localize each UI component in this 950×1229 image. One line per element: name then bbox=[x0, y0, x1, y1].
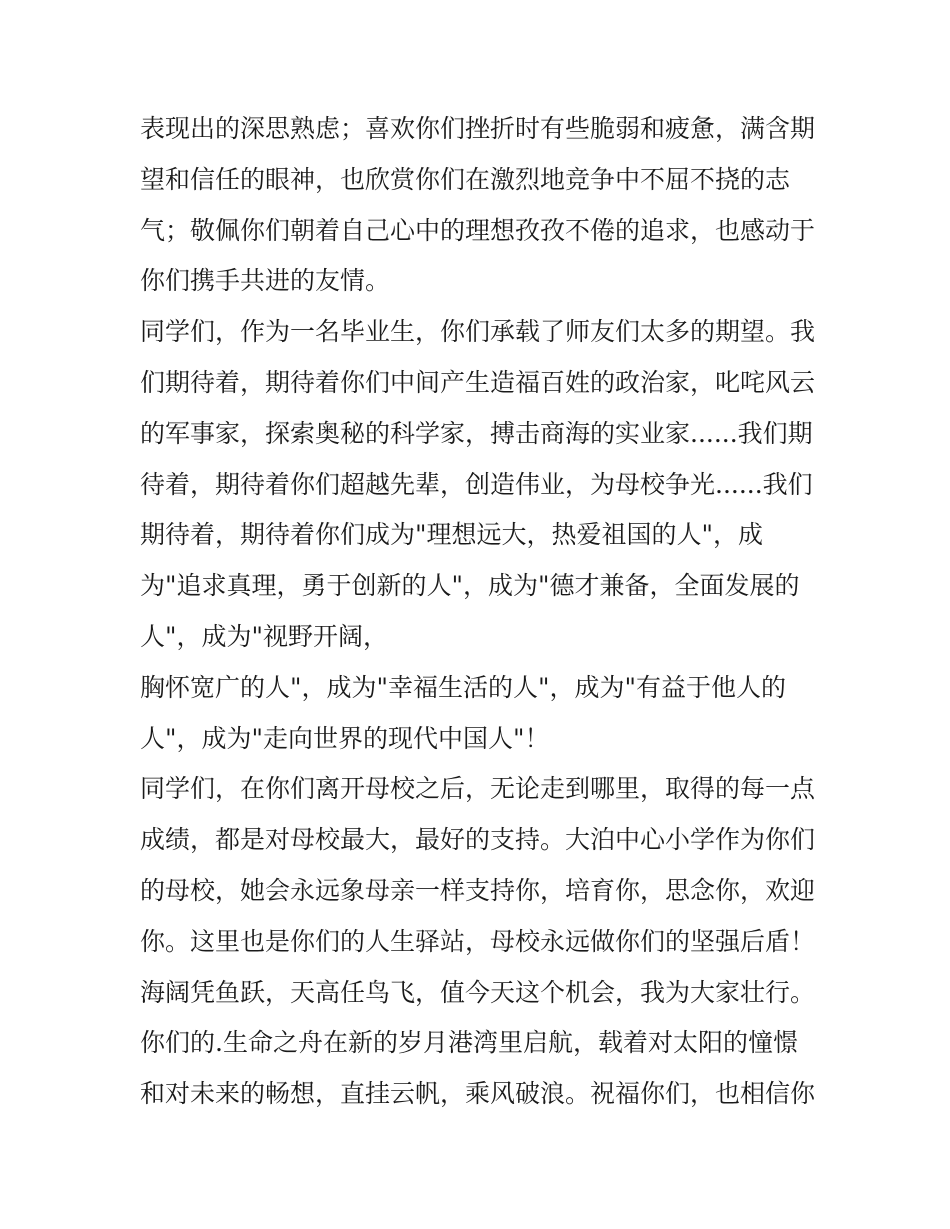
text-line: 表现出的深思熟虑；喜欢你们挫折时有些脆弱和疲惫，满含期 bbox=[140, 114, 816, 143]
text-line: 期待着，期待着你们成为"理想远大，热爱祖国的人"，成 bbox=[140, 520, 764, 550]
text-line: 你。这里也是你们的人生驿站，母校永远做你们的坚强后盾！ bbox=[140, 926, 816, 956]
text-line: 海阔凭鱼跃，天高任鸟飞，值今天这个机会，我为大家壮行。 bbox=[140, 977, 816, 1007]
body-text bbox=[140, 104, 820, 1120]
text-line: 同学们，作为一名毕业生，你们承载了师友们太多的期望。我 bbox=[140, 317, 816, 347]
text-line: 们期待着，期待着你们中间产生造福百姓的政治家，叱咤风云 bbox=[140, 367, 816, 397]
text-line: 你们的.生命之舟在新的岁月港湾里启航，载着对太阳的憧憬 bbox=[140, 1028, 798, 1058]
text-line: 气；敬佩你们朝着自己心中的理想孜孜不倦的追求，也感动于 bbox=[140, 215, 816, 245]
text-line: 胸怀宽广的人"，成为"幸福生活的人"，成为"有益于他人的 bbox=[140, 672, 786, 702]
text-line: 的母校，她会永远象母亲一样支持你，培育你，思念你，欢迎 bbox=[140, 875, 816, 905]
text-line: 和对未来的畅想，直挂云帆，乘风破浪。祝福你们，也相信你 bbox=[140, 1079, 816, 1109]
text-line: 人"，成为"走向世界的现代中国人"！ bbox=[140, 723, 550, 753]
text-line: 待着，期待着你们超越先辈，创造伟业，为母校争光......我们 bbox=[140, 469, 813, 499]
text-line: 人"，成为"视野开阔， bbox=[140, 621, 388, 651]
text-line: 望和信任的眼神，也欣赏你们在激烈地竞争中不屈不挠的志 bbox=[140, 164, 791, 194]
text-line: 成绩，都是对母校最大，最好的支持。大泊中心小学作为你们 bbox=[140, 825, 816, 855]
text-line: 同学们，在你们离开母校之后，无论走到哪里，取得的每一点 bbox=[140, 774, 816, 804]
text-line: 的军事家，探索奥秘的科学家，搏击商海的实业家......我们期 bbox=[140, 418, 813, 448]
text-line: 你们携手共进的友情。 bbox=[140, 266, 391, 296]
text-line: 为"追求真理，勇于创新的人"，成为"德才兼备，全面发展的 bbox=[140, 571, 800, 601]
